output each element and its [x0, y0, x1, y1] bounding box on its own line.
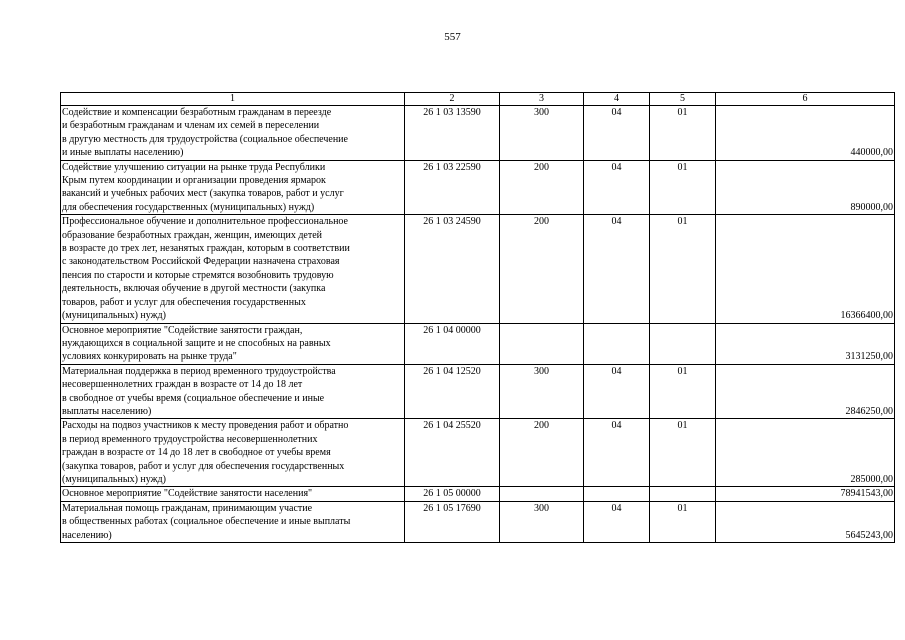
row-col3-cell: 300 — [500, 106, 584, 161]
row-col3-cell: 200 — [500, 160, 584, 215]
row-name-cell: Содействие улучшению ситуации на рынке труда Республики Крым путем координации и организации проведения ярмарок вакансий и учебных рабочих мест (закупка товаров, работ и услуг для обеспечения государственных (муниципальных) нужд) — [61, 160, 405, 215]
row-name-cell: Профессиональное обучение и дополнительное профессиональное образование безработных граждан, женщин, имеющих детей в возрасте до трех лет, незанятых граждан, которым в соответствии с законодательством Российской Федерации назначена страховая пенсия по старости и которые стремятся возобновить трудовую деятельность, включая обучение в другой местности (закупка товаров, работ и услуг для обеспечения государственных (муниципальных) нужд) — [61, 215, 405, 323]
table-row — [61, 215, 895, 323]
row-col3-cell: 200 — [500, 215, 584, 323]
table-row — [61, 160, 895, 215]
row-amount-cell: 78941543,00 — [716, 487, 895, 501]
row-amount-cell: 285000,00 — [716, 419, 895, 487]
row-col5-cell: 01 — [650, 419, 716, 487]
column-header: 3 — [500, 93, 584, 106]
column-header: 1 — [61, 93, 405, 106]
row-code-cell: 26 1 03 24590 — [405, 215, 500, 323]
row-code-cell: 26 1 04 25520 — [405, 419, 500, 487]
table-row — [61, 323, 895, 364]
row-col5-cell: 01 — [650, 106, 716, 161]
row-amount-cell: 5645243,00 — [716, 501, 895, 542]
row-col5-cell: 01 — [650, 215, 716, 323]
row-name-cell: Основное мероприятие "Содействие занятости населения" — [61, 487, 405, 501]
budget-table — [60, 92, 895, 543]
row-name-cell: Материальная поддержка в период временного трудоустройства несовершеннолетних граждан в возрасте от 14 до 18 лет в свободное от учебы время (социальное обеспечение и иные выплаты населению) — [61, 364, 405, 419]
row-col4-cell: 04 — [584, 106, 650, 161]
row-name-cell: Содействие и компенсации безработным гражданам в переезде и безработным гражданам и членам их семей в переселении в другую местность для трудоустройства (социальное обеспечение и иные выплаты населению) — [61, 106, 405, 161]
row-code-cell: 26 1 03 13590 — [405, 106, 500, 161]
row-name-cell: Основное мероприятие "Содействие занятости граждан, нуждающихся в социальной защите и не способных на равных условиях конкурировать на рынке труда" — [61, 323, 405, 364]
column-header: 2 — [405, 93, 500, 106]
table-header-row — [61, 93, 895, 106]
table-row — [61, 106, 895, 161]
row-code-cell: 26 1 05 17690 — [405, 501, 500, 542]
column-header: 4 — [584, 93, 650, 106]
table-row — [61, 419, 895, 487]
row-col4-cell: 04 — [584, 419, 650, 487]
row-col4-cell: 04 — [584, 501, 650, 542]
row-amount-cell: 16366400,00 — [716, 215, 895, 323]
row-name-cell: Материальная помощь гражданам, принимающим участие в общественных работах (социальное обеспечение и иные выплаты населению) — [61, 501, 405, 542]
row-col3-cell — [500, 323, 584, 364]
row-col5-cell: 01 — [650, 364, 716, 419]
table-row — [61, 364, 895, 419]
column-header: 5 — [650, 93, 716, 106]
row-name-cell: Расходы на подвоз участников к месту проведения работ и обратно в период временного трудоустройства несовершеннолетних граждан в возрасте от 14 до 18 лет в свободное от учебы время (закупка товаров, работ и услуг для обеспечения государственных (муниципальных) нужд) — [61, 419, 405, 487]
row-col5-cell: 01 — [650, 160, 716, 215]
row-amount-cell: 890000,00 — [716, 160, 895, 215]
row-amount-cell: 440000,00 — [716, 106, 895, 161]
row-col3-cell: 300 — [500, 364, 584, 419]
row-col5-cell — [650, 323, 716, 364]
row-col3-cell: 200 — [500, 419, 584, 487]
budget-table-body — [61, 93, 895, 543]
row-amount-cell: 2846250,00 — [716, 364, 895, 419]
column-header: 6 — [716, 93, 895, 106]
row-col5-cell — [650, 487, 716, 501]
row-code-cell: 26 1 05 00000 — [405, 487, 500, 501]
row-col5-cell: 01 — [650, 501, 716, 542]
row-code-cell: 26 1 04 00000 — [405, 323, 500, 364]
row-col4-cell — [584, 323, 650, 364]
row-col3-cell: 300 — [500, 501, 584, 542]
row-col4-cell: 04 — [584, 215, 650, 323]
row-col4-cell: 04 — [584, 364, 650, 419]
table-row — [61, 501, 895, 542]
row-col4-cell — [584, 487, 650, 501]
row-code-cell: 26 1 04 12520 — [405, 364, 500, 419]
row-code-cell: 26 1 03 22590 — [405, 160, 500, 215]
table-row — [61, 487, 895, 501]
row-col4-cell: 04 — [584, 160, 650, 215]
row-col3-cell — [500, 487, 584, 501]
row-amount-cell: 3131250,00 — [716, 323, 895, 364]
page-number: 557 — [444, 31, 461, 43]
